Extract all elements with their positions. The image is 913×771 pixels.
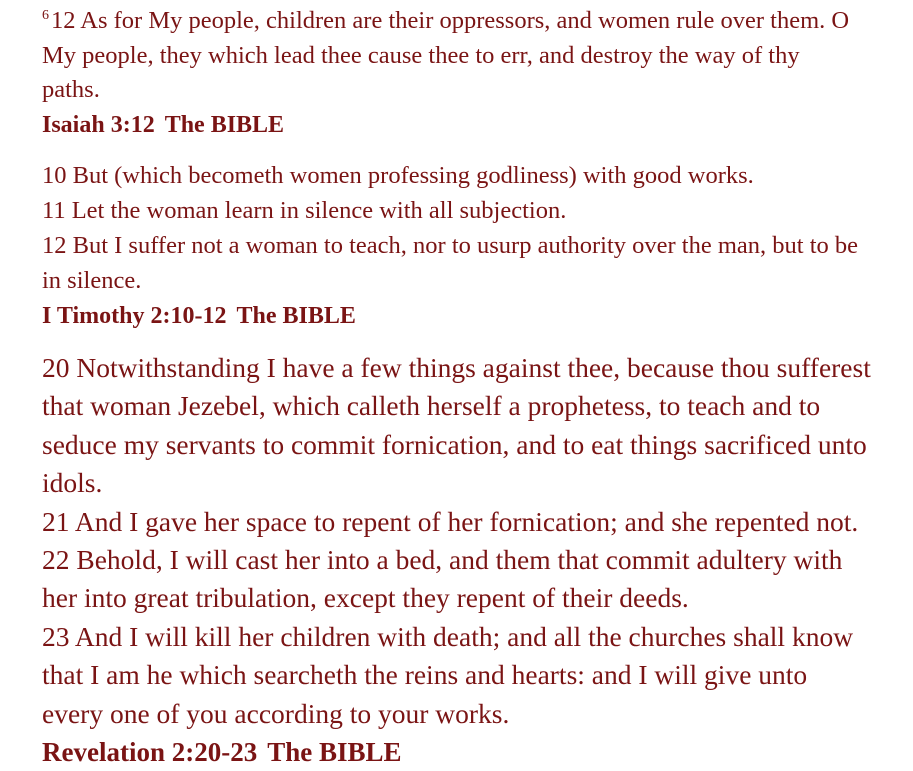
- verse-21: 21 And I gave her space to repent of her fornication; and she repented not.: [42, 505, 859, 537]
- citation-reference: Revelation 2:20-23: [42, 737, 258, 768]
- footnote-marker: 6: [42, 7, 49, 23]
- citation-reference: Isaiah 3:12: [42, 111, 155, 138]
- citation-source: The BIBLE: [267, 737, 402, 768]
- passage-isaiah: [42, 4, 862, 142]
- verse-12: 12 As for My people, children are their oppressors, and women rule over them. O My people, they which lead thee cause thee to err, and destroy the way of thy paths.: [42, 7, 850, 103]
- verse-11: 11 Let the woman learn in silence with all subjection.: [42, 197, 567, 224]
- verse-text: [42, 4, 862, 108]
- verse-20: 20 Notwithstanding I have a few things against thee, because thou sufferest that woman Jezebel, which calleth herself a prophetess, to teach and to seduce my servants to commit fornication, and to eat things sacrificed unto idols.: [42, 352, 871, 499]
- verse-12: 12 But I suffer not a woman to teach, nor to usurp authority over the man, but to be in silence.: [42, 232, 859, 294]
- citation: [42, 733, 872, 771]
- passage-timothy: [42, 158, 872, 334]
- citation-source: The BIBLE: [164, 111, 285, 138]
- citation: [42, 108, 862, 142]
- passage-revelation: [42, 349, 872, 771]
- citation-reference: I Timothy 2:10-12: [42, 303, 227, 329]
- verse-22: 22 Behold, I will cast her into a bed, and them that commit adultery with her into great tribulation, except they repent of their deeds.: [42, 544, 843, 614]
- verse-10: 10 But (which becometh women professing godliness) with good works.: [42, 162, 754, 189]
- citation: [42, 298, 872, 334]
- citation-source: The BIBLE: [236, 303, 356, 329]
- verse-23: 23 And I will kill her children with death; and all the churches shall know that I am he which searcheth the reins and hearts: and I will give unto every one of you according to your works.: [42, 620, 854, 729]
